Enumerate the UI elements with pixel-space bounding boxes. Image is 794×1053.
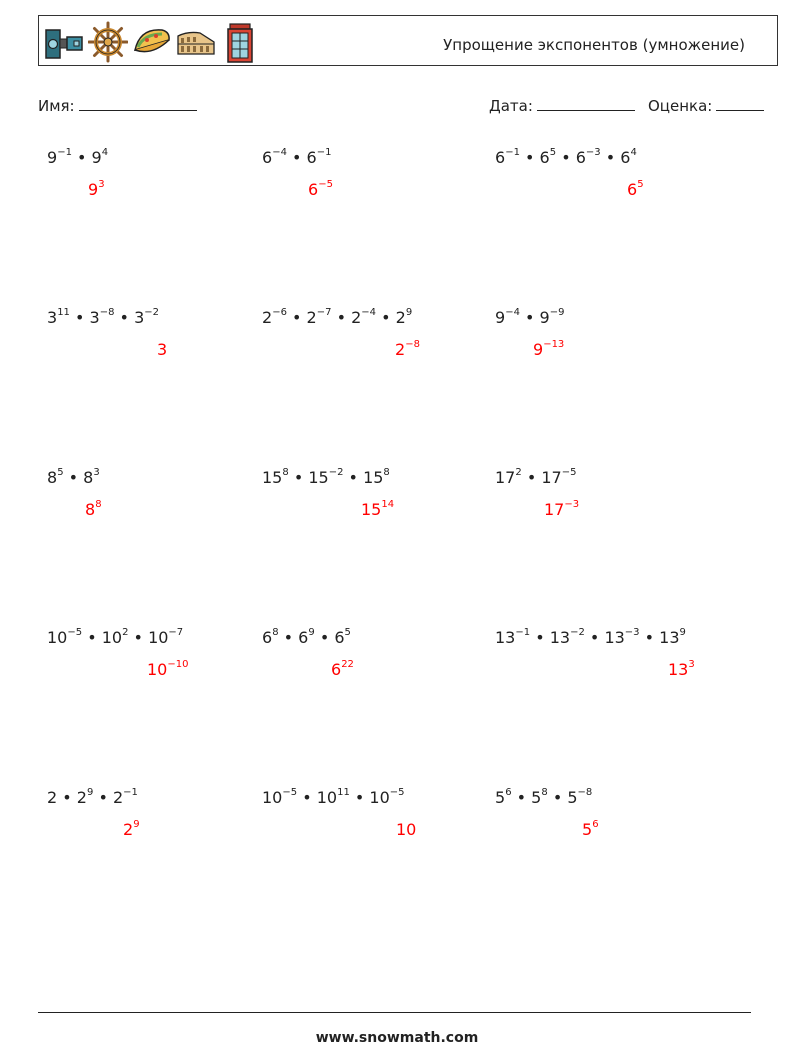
term-exponent: 8 (282, 467, 289, 478)
phone-booth-icon (220, 20, 260, 64)
term-exponent: −4 (505, 307, 520, 318)
colosseum-icon (176, 20, 216, 64)
term-base: 2 (351, 308, 362, 327)
term-base: 10 (148, 628, 169, 647)
problem-expression (262, 468, 390, 487)
answer-exponent: 8 (95, 499, 102, 510)
term-exponent: 9 (308, 627, 315, 638)
multiply-operator: • (288, 468, 309, 487)
answer-base: 8 (85, 500, 96, 519)
answer (331, 660, 354, 679)
term-exponent: −2 (328, 467, 344, 478)
multiply-operator: • (639, 628, 660, 647)
term-base: 3 (47, 308, 58, 327)
answer-exponent: −13 (543, 339, 565, 350)
multiply-operator: • (511, 788, 532, 807)
term-base: 6 (306, 148, 317, 167)
problem-expression (262, 148, 331, 167)
multiply-operator: • (547, 788, 568, 807)
term-exponent: 5 (344, 627, 351, 638)
term-exponent: −1 (515, 627, 531, 638)
date-field[interactable] (489, 96, 635, 115)
term-exponent: −8 (577, 787, 593, 798)
footer-site: www.snowmath.com (315, 1030, 479, 1046)
answer (88, 180, 105, 199)
answer (85, 500, 102, 519)
term-exponent: −4 (272, 147, 287, 158)
term-base: 13 (659, 628, 680, 647)
term-exponent: −3 (585, 147, 601, 158)
term-exponent: 5 (549, 147, 557, 158)
answer-base: 5 (582, 820, 593, 839)
answer-base: 3 (157, 340, 168, 359)
term-exponent: −1 (123, 787, 138, 798)
problem-expression (47, 308, 159, 327)
term-base: 10 (262, 788, 283, 807)
answer-base: 6 (627, 180, 638, 199)
term-base: 15 (363, 468, 384, 487)
term-base: 6 (262, 628, 273, 647)
problem-expression (495, 148, 637, 167)
term-base: 6 (620, 148, 631, 167)
answer-exponent: 5 (637, 179, 644, 190)
multiply-operator: • (521, 468, 542, 487)
multiply-operator: • (584, 628, 605, 647)
multiply-operator: • (343, 468, 364, 487)
answer-base: 13 (668, 660, 689, 679)
multiply-operator: • (278, 628, 299, 647)
term-base: 6 (334, 628, 345, 647)
problem-expression (495, 468, 576, 487)
answer-base: 15 (361, 500, 382, 519)
grade-label: Оценка: (648, 97, 713, 115)
term-exponent: −3 (624, 627, 640, 638)
multiply-operator: • (297, 788, 317, 807)
date-label: Дата: (489, 97, 533, 115)
problem-expression (262, 628, 351, 647)
header-icons (44, 20, 260, 64)
answer (147, 660, 188, 679)
grade-field[interactable] (648, 96, 764, 115)
term-base: 9 (539, 308, 550, 327)
term-exponent: −2 (570, 627, 585, 638)
multiply-operator: • (69, 308, 90, 327)
term-exponent: 6 (505, 787, 512, 798)
term-exponent: −9 (549, 307, 565, 318)
term-base: 17 (541, 468, 562, 487)
problem-expression (47, 148, 108, 167)
answer-exponent: −8 (405, 339, 420, 350)
term-exponent: 8 (272, 627, 279, 638)
term-base: 9 (91, 148, 102, 167)
multiply-operator: • (519, 148, 540, 167)
camcorder-icon (44, 20, 84, 64)
problem-expression (262, 788, 405, 807)
problem-expression (495, 788, 592, 807)
term-exponent: 5 (57, 467, 64, 478)
answer (582, 820, 599, 839)
worksheet-title: Упрощение экспонентов (умножение) (443, 36, 745, 54)
term-base: 10 (316, 788, 338, 807)
term-base: 2 (262, 308, 273, 327)
term-exponent: 11 (337, 787, 350, 798)
grade-line (716, 96, 764, 111)
answer (361, 500, 394, 519)
name-field[interactable] (38, 96, 197, 115)
answer (668, 660, 695, 679)
multiply-operator: • (82, 628, 102, 647)
term-exponent: 9 (86, 787, 94, 798)
term-base: 13 (495, 628, 516, 647)
answer (123, 820, 140, 839)
term-base: 2 (76, 788, 87, 807)
term-exponent: −5 (67, 627, 83, 638)
answer-exponent: 14 (381, 499, 395, 510)
answer (627, 180, 644, 199)
multiply-operator: • (286, 148, 307, 167)
term-base: 6 (262, 148, 273, 167)
answer (533, 340, 564, 359)
multiply-operator: • (556, 148, 576, 167)
term-base: 13 (549, 628, 571, 647)
answer (308, 180, 333, 199)
multiply-operator: • (114, 308, 135, 327)
footer-divider (38, 1012, 751, 1013)
term-base: 5 (495, 788, 506, 807)
multiply-operator: • (286, 308, 307, 327)
term-exponent: −5 (282, 787, 298, 798)
multiply-operator: • (519, 308, 540, 327)
term-base: 8 (47, 468, 58, 487)
worksheet-header (38, 15, 778, 66)
problem-expression (262, 308, 412, 327)
term-base: 9 (47, 148, 58, 167)
term-base: 8 (83, 468, 94, 487)
term-exponent: 9 (405, 307, 413, 318)
multiply-operator: • (314, 628, 335, 647)
answer-base: 17 (544, 500, 565, 519)
term-exponent: 8 (541, 787, 548, 798)
term-base: 9 (495, 308, 506, 327)
term-base: 6 (298, 628, 309, 647)
term-base: 15 (262, 468, 283, 487)
multiply-operator: • (71, 148, 92, 167)
term-exponent: −4 (361, 307, 377, 318)
term-exponent: 4 (101, 147, 109, 158)
problem-expression (47, 788, 138, 807)
term-exponent: −2 (144, 307, 160, 318)
multiply-operator: • (376, 308, 396, 327)
answer-exponent: 6 (592, 819, 599, 830)
answer-base: 10 (147, 660, 168, 679)
answer-base: 9 (533, 340, 544, 359)
term-base: 6 (539, 148, 550, 167)
term-exponent: −1 (505, 147, 520, 158)
term-exponent: −7 (316, 307, 332, 318)
term-base: 3 (134, 308, 145, 327)
term-exponent: 11 (57, 307, 70, 318)
multiply-operator: • (63, 468, 84, 487)
name-label: Имя: (38, 97, 75, 115)
term-base: 10 (369, 788, 390, 807)
term-base: 6 (575, 148, 586, 167)
answer-base: 2 (395, 340, 406, 359)
answer-exponent: −5 (318, 179, 333, 190)
term-exponent: −5 (561, 467, 577, 478)
term-base: 15 (308, 468, 329, 487)
term-exponent: −1 (57, 147, 72, 158)
term-base: 3 (89, 308, 100, 327)
multiply-operator: • (349, 788, 370, 807)
answer-base: 10 (396, 820, 417, 839)
problem-expression (495, 308, 564, 327)
term-exponent: 4 (630, 147, 637, 158)
term-exponent: −5 (389, 787, 405, 798)
answer (395, 340, 420, 359)
answer-base: 6 (331, 660, 342, 679)
answer-base: 2 (123, 820, 134, 839)
multiply-operator: • (93, 788, 113, 807)
term-base: 13 (604, 628, 625, 647)
term-exponent: 9 (679, 627, 686, 638)
answer-base: 6 (308, 180, 319, 199)
multiply-operator: • (128, 628, 149, 647)
answer-base: 9 (88, 180, 99, 199)
term-base: 5 (531, 788, 542, 807)
problem-expression (495, 628, 686, 647)
term-exponent: −7 (168, 627, 184, 638)
name-line (79, 96, 197, 111)
answer-exponent: −10 (167, 659, 189, 670)
term-base: 10 (47, 628, 68, 647)
term-base: 6 (495, 148, 506, 167)
term-exponent: 8 (383, 467, 390, 478)
term-exponent: −8 (99, 307, 115, 318)
taco-icon (132, 20, 172, 64)
multiply-operator: • (600, 148, 621, 167)
date-line (537, 96, 635, 111)
answer (544, 500, 579, 519)
answer-exponent: 3 (98, 179, 105, 190)
term-base: 10 (101, 628, 123, 647)
term-base: 2 (395, 308, 406, 327)
problem-expression (47, 468, 100, 487)
term-base: 2 (47, 788, 58, 807)
multiply-operator: • (530, 628, 550, 647)
answer-exponent: 3 (688, 659, 695, 670)
multiply-operator: • (57, 788, 77, 807)
term-exponent: −1 (316, 147, 332, 158)
term-exponent: 2 (122, 627, 129, 638)
term-base: 5 (567, 788, 578, 807)
multiply-operator: • (331, 308, 352, 327)
term-base: 17 (495, 468, 516, 487)
answer-exponent: 9 (133, 819, 140, 830)
answer-exponent: 22 (341, 659, 354, 670)
answer (157, 340, 167, 359)
term-base: 2 (306, 308, 317, 327)
term-exponent: −6 (272, 307, 287, 318)
answer (396, 820, 416, 839)
term-exponent: 3 (93, 467, 100, 478)
answer-exponent: −3 (564, 499, 580, 510)
term-exponent: 2 (515, 467, 522, 478)
term-base: 2 (112, 788, 124, 807)
problem-expression (47, 628, 183, 647)
ship-wheel-icon (88, 20, 128, 64)
